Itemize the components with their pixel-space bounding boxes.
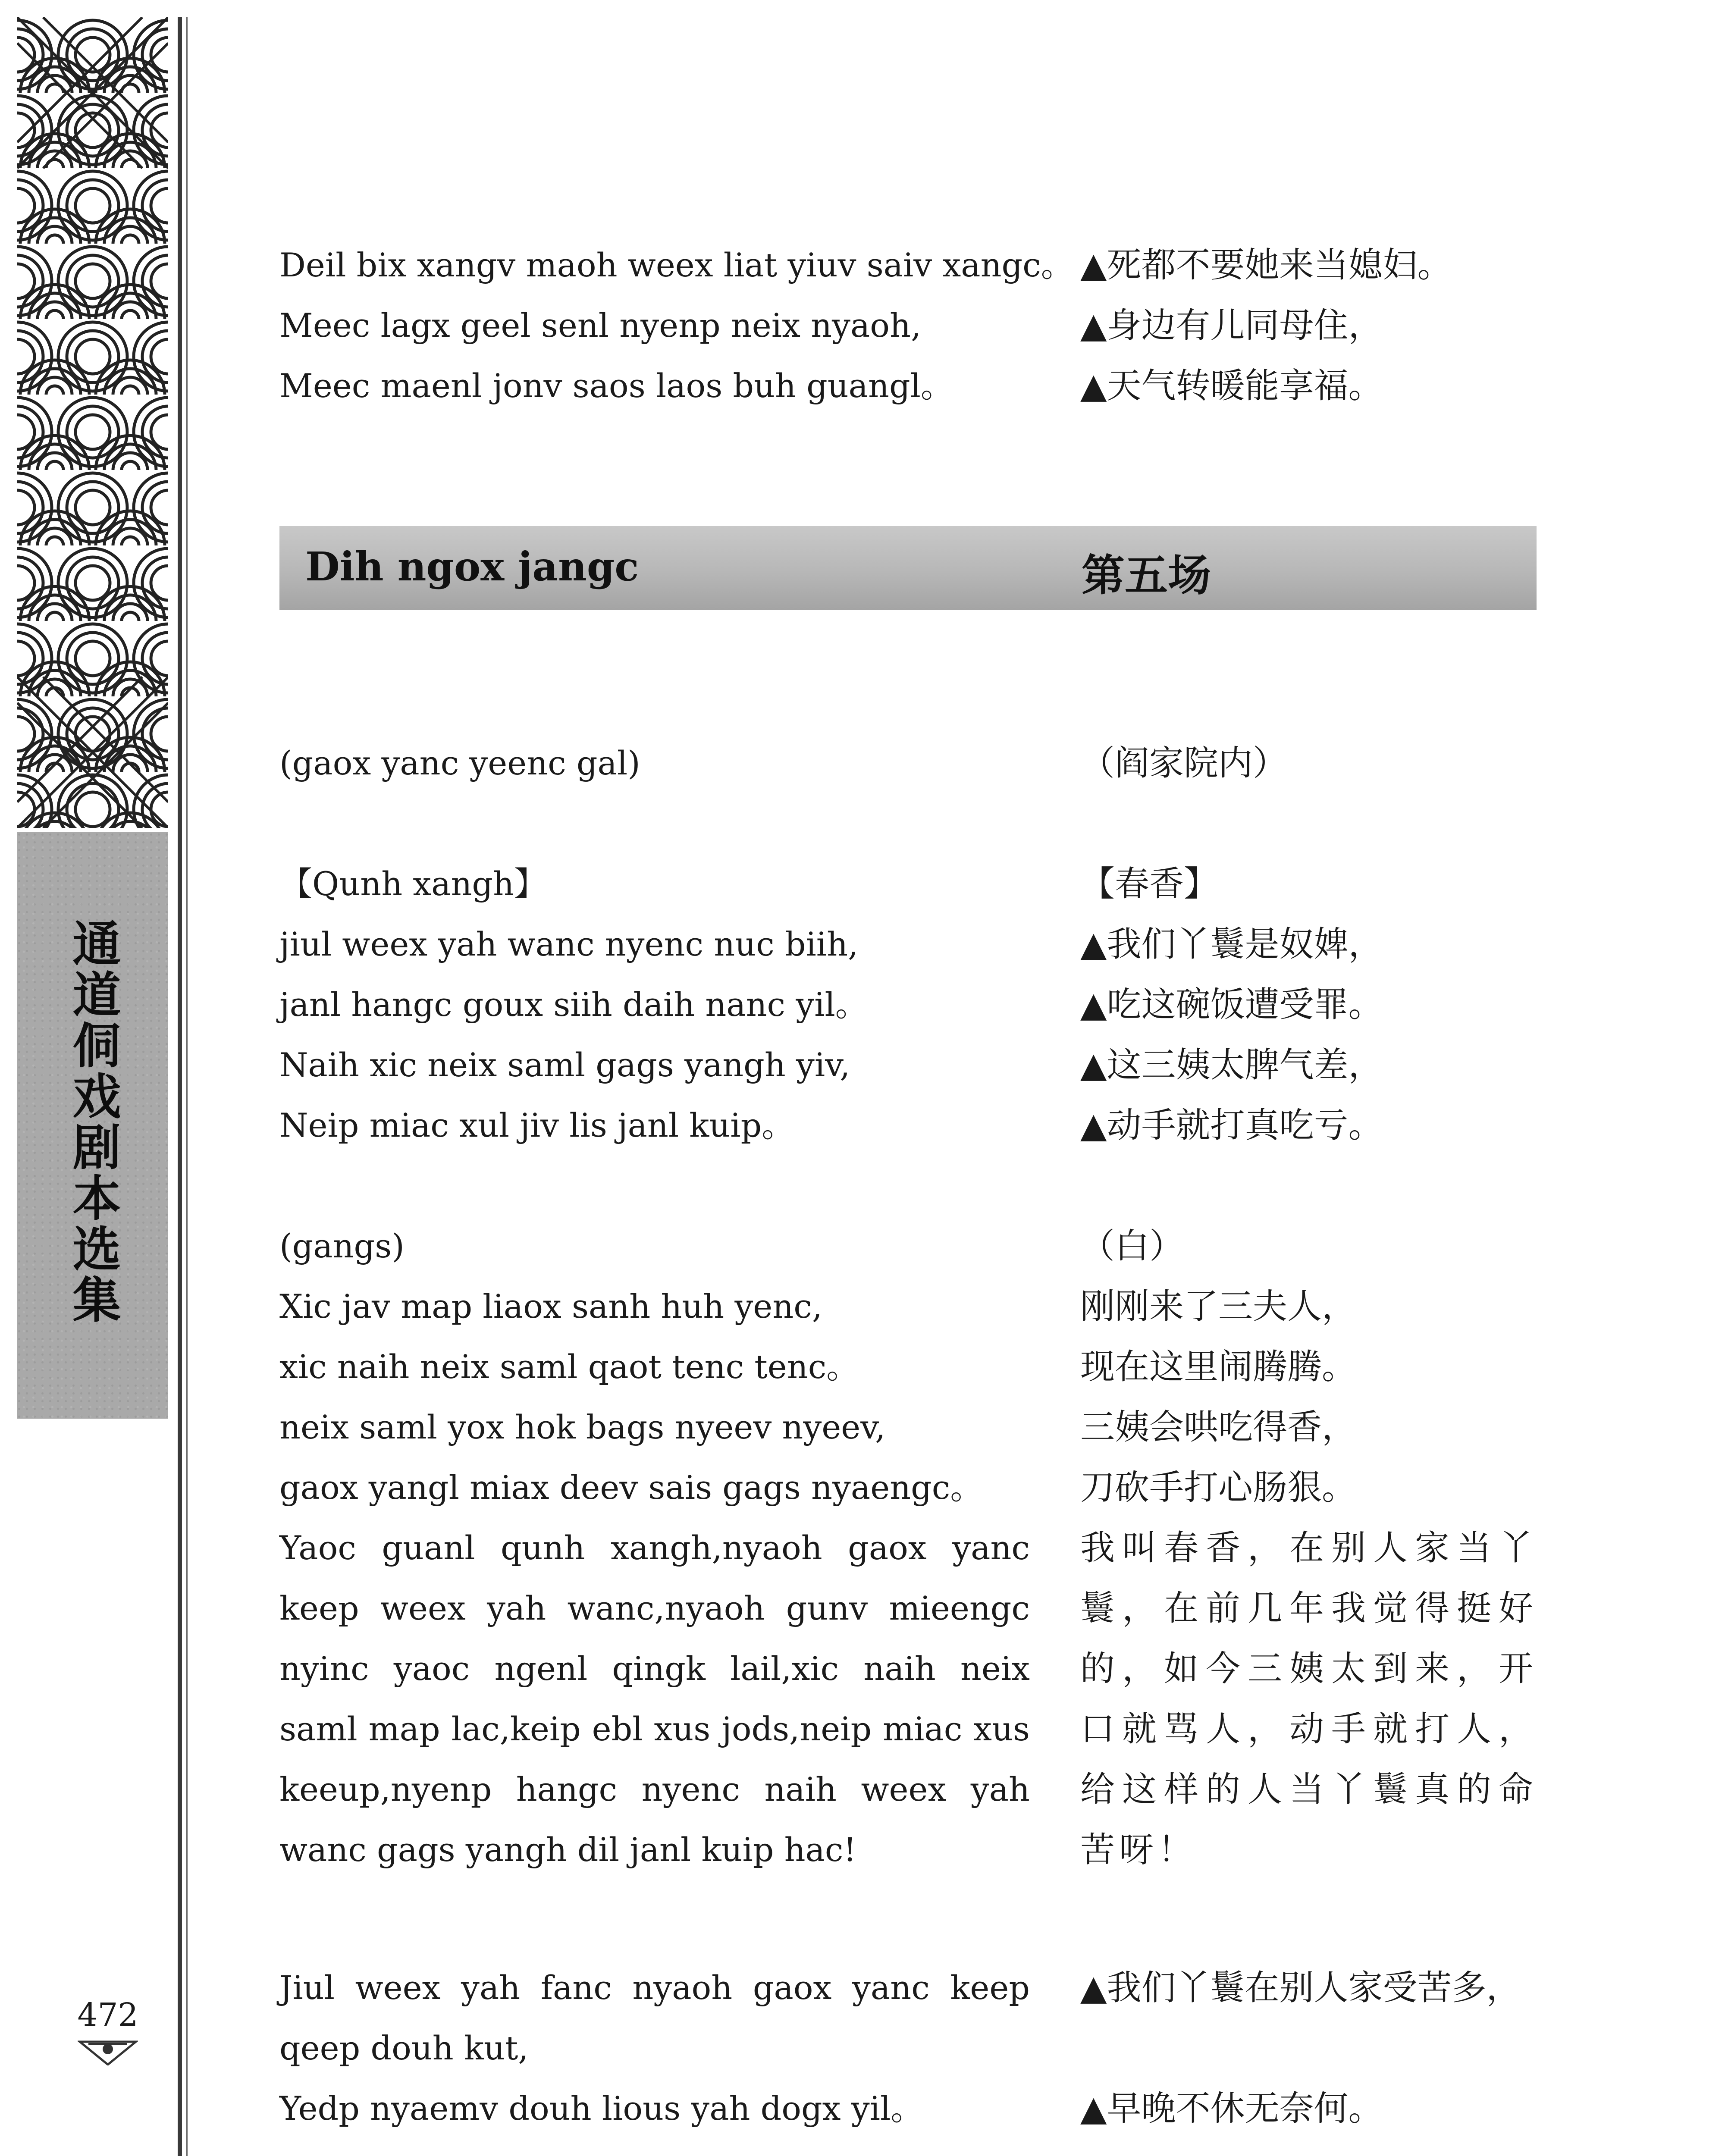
book-spine-label [17, 832, 168, 1419]
spoken-line-dong: Xic jav map liaox sanh huh yenc, [279, 1287, 822, 1326]
speaker-dong: 【Qunh xangh】 [279, 865, 547, 903]
song-line-zh: ▲这三姨太脾气差， [1080, 1045, 1383, 1085]
song-line-dong: Naih xic neix saml gags yangh yiv, [279, 1046, 850, 1084]
spoken-line-dong: gaox yangl miax deev sais gags nyaengc。 [279, 1468, 983, 1507]
speaker-zh: 【春香】 [1080, 864, 1218, 904]
song-line-dong: jiul weex yah wanc nyenc nuc biih, [279, 925, 859, 963]
spoken-label-dong: (gangs) [279, 1227, 405, 1265]
margin-rule [178, 17, 182, 2156]
scene-title-zh: 第五场 [1082, 550, 1211, 601]
spoken-line-zh: 刀砍手打心肠狠。 [1080, 1467, 1356, 1507]
spoken-line-zh: 现在这里闹腾腾。 [1080, 1347, 1356, 1387]
book-title: 通道侗戏剧本选集 [65, 918, 121, 1326]
verse-line-dong: Meec maenl jonv saos laos buh guangl。 [279, 367, 953, 405]
margin-rule-thin [186, 17, 188, 2156]
scene-title-dong: Dih ngox jangc [305, 543, 639, 590]
decorative-cloud-pattern [17, 17, 168, 828]
scene-heading [279, 526, 1537, 610]
closing-line-zh: ▲我们丫鬟在别人家受苦多， [1080, 1968, 1521, 2008]
verse-line-zh: ▲身边有儿同母住， [1080, 305, 1383, 345]
verse-line-dong: Deil bix xangv maoh weex liat yiuv saiv xangc。 [279, 246, 1074, 284]
verse-line-dong: Meec lagx geel senl nyenp neix nyaoh, [279, 306, 922, 345]
song-line-zh: ▲动手就打真吃亏。 [1080, 1105, 1383, 1145]
spoken-line-zh: 刚刚来了三夫人， [1080, 1286, 1356, 1326]
spoken-line-zh: 三姨会哄吃得香， [1080, 1407, 1356, 1447]
closing-line-zh: ▲早晚不休无奈何。 [1080, 2088, 1383, 2128]
page-number: 472 [77, 1996, 138, 2034]
spoken-line-dong: neix saml yox hok bags nyeev nyeev, [279, 1408, 886, 1446]
song-line-dong: janl hangc goux siih daih nanc yil。 [279, 985, 868, 1024]
page-ornament-icon [78, 2040, 138, 2065]
verse-line-zh: ▲天气转暖能享福。 [1080, 366, 1383, 406]
song-line-dong: Neip miac xul jiv lis janl kuip。 [279, 1106, 795, 1144]
spoken-label-zh: （白） [1080, 1226, 1184, 1266]
spoken-line-dong: xic naih neix saml qaot tenc tenc。 [279, 1348, 859, 1386]
stage-setting-dong: (gaox yanc yeenc gal) [279, 744, 640, 782]
prose-paragraph-zh: 我叫春香，在别人家当丫鬟，在前几年我觉得挺好的，如今三姨太到来，开口就骂人，动手就打人，给这样的人当丫鬟真的命苦呀！ [1080, 1528, 1537, 1870]
song-line-zh: ▲吃这碗饭遭受罪。 [1080, 984, 1383, 1025]
prose-paragraph-dong: Yaoc guanl qunh xangh,nyaoh gaox yanc keep weex yah wanc,nyaoh gunv mieengc nyinc yaoc ngenl qingk lail,xic naih neix saml map lac,keip ebl xus jods,neip miac xus keeup,nyenp hangc nyenc naih weex yah wanc gags yangh dil janl kuip hac! [279, 1529, 1030, 1869]
closing-line-dong: Jiul weex yah fanc nyaoh gaox yanc keep qeep douh kut, [279, 1968, 1030, 2067]
closing-line-dong: Yedp nyaemv douh lious yah dogx yil。 [279, 2089, 924, 2128]
song-line-zh: ▲我们丫鬟是奴婢， [1080, 924, 1383, 964]
stage-setting-zh: （阎家院内） [1080, 743, 1287, 783]
verse-line-zh: ▲死都不要她来当媳妇。 [1080, 245, 1452, 285]
